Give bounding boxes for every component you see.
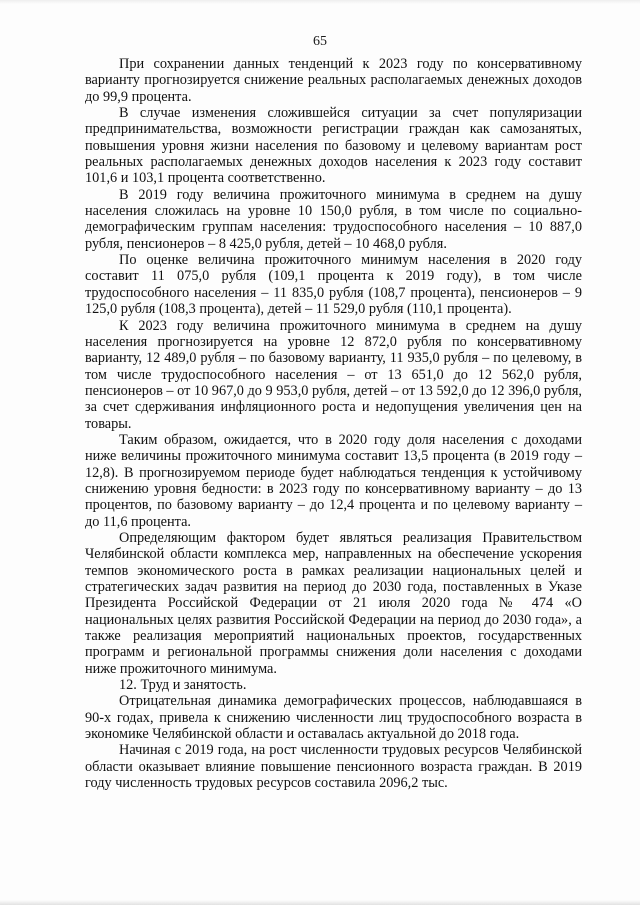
paragraph-subsistence-2023: К 2023 году величина прожиточного минимума в среднем на душу населения прогнозируется на уровне 12 872,0 рубля по консервативному варианту, 12 489,0 рубля – по базовому варианту, 11 935,0 рубля – по целевому, в том числе трудоспособного населения – от 13 651,0 до 12 562,0 рубля, пенсионеров – от 10 967,0 до 9 953,0 рубля, детей – от 13 592,0 до 12 396,0 рубля, за счет сдерживания инфляционного роста и недопущения увеличения цен на товары. — [85, 317, 582, 432]
paragraph-demographic-dynamics: Отрицательная динамика демографических процессов, наблюдавшаяся в 90-х годах, привела к снижению численности лиц трудоспособного возраста в экономике Челябинской области и оставалась актуальной до 2018 года. — [85, 693, 582, 743]
scan-edge-top — [0, 0, 640, 4]
paragraph-income-conservative: При сохранении данных тенденций к 2023 году по консервативному варианту прогнозируется снижение реальных располагаемых денежных доходов до 99,9 процента. — [85, 56, 582, 105]
paragraph-government-measures: Определяющим фактором будет являться реализация Правительством Челябинской области комплекса мер, направленных на обеспечение ускорения темпов экономического роста в рамках реализации национальных целей и стратегических задач развития на период до 2030 года, поставленных в Указе Президента Российской Федерации от 21 июля 2020 года № 474 «О национальных целях развития Российской Федерации на период до 2030 года», а также реализация мероприятий национальных проектов, государственных программ и региональной программы снижения доли населения с доходами ниже прожиточного минимума. — [85, 529, 582, 677]
scan-edge-bottom — [0, 900, 640, 905]
page-number: 65 — [313, 34, 327, 49]
body-text — [85, 56, 582, 791]
section-heading-labor: 12. Труд и занятость. — [119, 677, 247, 694]
paragraph-labor-resources: Начиная с 2019 года, на рост численности трудовых ресурсов Челябинской области оказывает влияние повышение пенсионного возраста граждан. В 2019 году численность трудовых ресурсов составила 2096,2 тыс. — [85, 742, 582, 792]
paragraph-subsistence-2020: По оценке величина прожиточного минимум населения в 2020 году составит 11 075,0 рубля (109,1 процента к 2019 году), в том числе трудоспособного населения – 11 835,0 рубля (108,7 процента), пенсионеров – 9 125,0 рубля (108,3 процента), детей – 11 529,0 рубля (110,1 процента). — [85, 252, 582, 318]
paragraph-poverty-share: Таким образом, ожидается, что в 2020 году доля населения с доходами ниже величины прожиточного минимума составит 13,5 процента (в 2019 году – 12,8). В прогнозируемом периоде будет наблюдаться тенденция к устойчивому снижению уровня бедности: в 2023 году по консервативному варианту – до 13 процентов, по базовому варианту – до 12,4 процента и по целевому варианту – до 11,6 процента. — [85, 431, 582, 530]
paragraph-subsistence-2019: В 2019 году величина прожиточного минимума в среднем на душу населения сложилась на уровне 10 150,0 рубля, в том числе по социально-демографическим группам населения: трудоспособного населения – 10 887,0 рубля, пенсионеров – 8 425,0 рубля, детей – 10 468,0 рубля. — [85, 186, 582, 252]
paragraph-income-base-target: В случае изменения сложившейся ситуации за счет популяризации предпринимательства, возможности регистрации граждан как самозанятых, повышения уровня жизни населения по базовому и целевому вариантам рост реальных располагаемых денежных доходов населения к 2023 году составит 101,6 и 103,1 процента соответственно. — [85, 105, 582, 187]
